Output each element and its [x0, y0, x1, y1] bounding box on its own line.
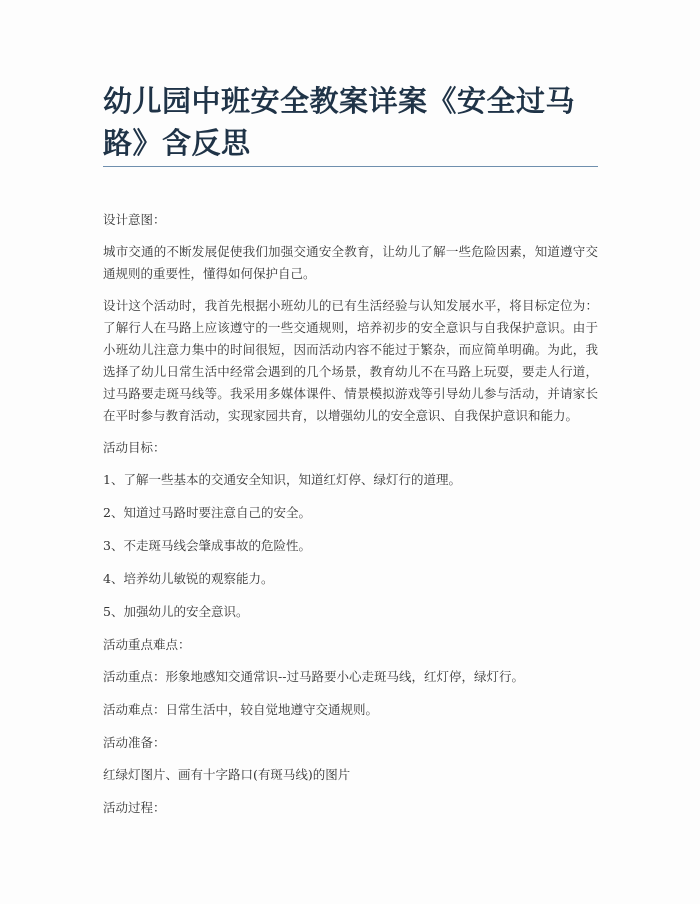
- activity-goals-heading: 活动目标：: [103, 440, 166, 455]
- goal-item-1: 1、了解一些基本的交通安全知识，知道红灯停、绿灯行的道理。: [103, 472, 461, 487]
- document-title: 幼儿园中班安全教案详案《安全过马路》含反思: [103, 84, 576, 160]
- goal-item-2: 2、知道过马路时要注意自己的安全。: [103, 505, 311, 520]
- design-intent-paragraph-1: 城市交通的不断发展促使我们加强交通安全教育，让幼儿了解一些危险因素，知道遵守交通规则的重要性，懂得如何保护自己。: [103, 244, 598, 281]
- goal-item-4: 4、培养幼儿敏锐的观察能力。: [103, 571, 274, 586]
- goal-item-3: 3、不走斑马线会肇成事故的危险性。: [103, 538, 311, 553]
- key-difficulty-heading: 活动重点难点：: [103, 637, 191, 652]
- process-heading: 活动过程：: [103, 800, 166, 815]
- difficulty-text: 活动难点：日常生活中，较自觉地遵守交通规则。: [103, 702, 379, 717]
- preparation-heading: 活动准备：: [103, 735, 166, 750]
- design-intent-paragraph-2: 设计这个活动时，我首先根据小班幼儿的已有生活经验与认知发展水平，将目标定位为：了解行人在马路上应该遵守的一些交通规则，培养初步的安全意识与自我保护意识。由于小班幼儿注意力集中的时间很短，因而活动内容不能过于繁杂，而应简单明确。为此，我选择了幼儿日常生活中经常会遇到的几个场景，教育幼儿不在马路上玩耍，要走人行道，过马路要走斑马线等。我采用多媒体课件、情景模拟游戏等引导幼儿参与活动，并请家长在平时参与教育活动，实现家园共育，以增强幼儿的安全意识、自我保护意识和能力。: [103, 298, 598, 423]
- preparation-text: 红绿灯图片、画有十字路口(有斑马线)的图片: [103, 767, 351, 782]
- title-divider: [103, 166, 598, 167]
- document-body: [103, 209, 598, 829]
- goal-item-5: 5、加强幼儿的安全意识。: [103, 604, 249, 619]
- design-intent-heading: 设计意图：: [103, 212, 166, 227]
- key-point-text: 活动重点：形象地感知交通常识--过马路要小心走斑马线，红灯停，绿灯行。: [103, 669, 524, 684]
